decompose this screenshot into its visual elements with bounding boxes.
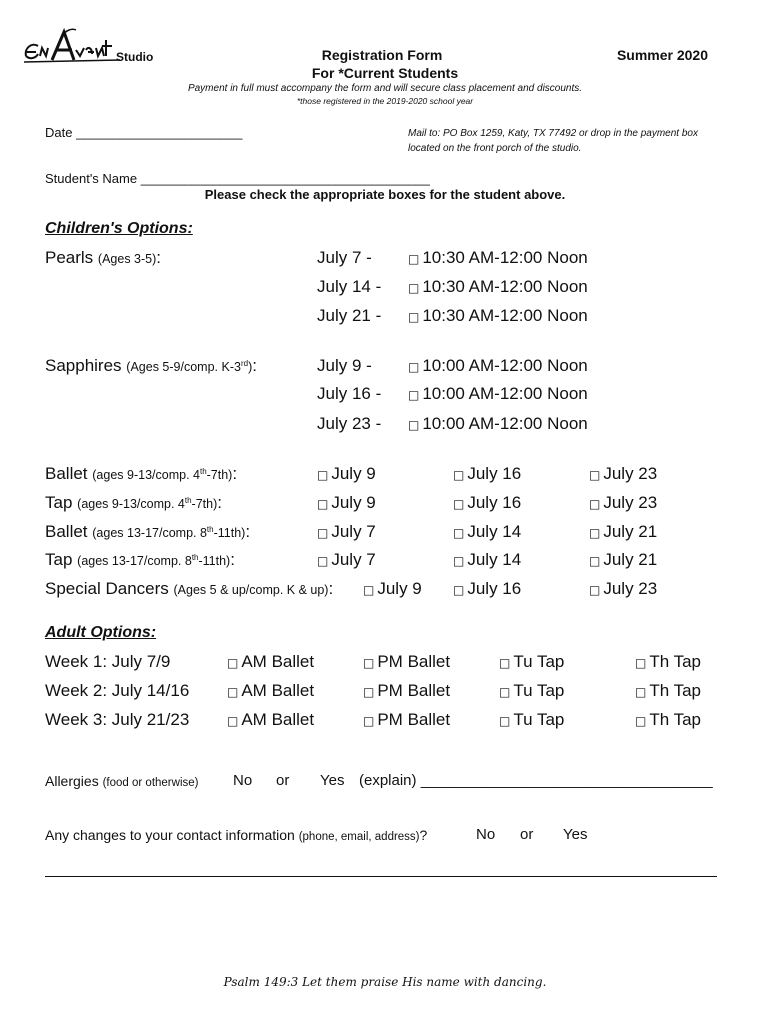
- adult-options-heading: Adult Options:: [45, 624, 157, 641]
- checkbox-icon[interactable]: □: [453, 526, 465, 540]
- instructions: Please check the appropriate boxes for the student above.: [204, 187, 566, 202]
- pearls-date-1: July 7 -: [317, 248, 372, 267]
- contact-changes-or: or: [520, 826, 534, 843]
- special-dancers-option-2[interactable]: □ July 16: [453, 579, 522, 598]
- sapphires-option-1[interactable]: □ 10:00 AM-12:00 Noon: [408, 356, 588, 375]
- week-3-tu-tap[interactable]: □ Tu Tap: [499, 710, 565, 729]
- checkbox-icon[interactable]: □: [227, 685, 239, 699]
- checkbox-icon[interactable]: □: [408, 388, 420, 402]
- ballet-13-17-option-3[interactable]: □ July 21: [589, 522, 658, 541]
- checkbox-icon[interactable]: □: [408, 252, 420, 266]
- week-1-th-tap[interactable]: □ Th Tap: [635, 652, 702, 671]
- contact-changes-no[interactable]: No: [476, 826, 496, 843]
- form-subtitle: For *Current Students: [311, 65, 459, 81]
- contact-changes-label: Any changes to your contact information (phone, email, address)?: [45, 827, 428, 843]
- checkbox-icon[interactable]: □: [635, 656, 647, 670]
- checkbox-icon[interactable]: □: [453, 497, 465, 511]
- week-3-th-tap[interactable]: □ Th Tap: [635, 710, 702, 729]
- tap-9-13-label: Tap (ages 9-13/comp. 4th-7th):: [45, 493, 222, 512]
- checkbox-icon[interactable]: □: [363, 685, 375, 699]
- checkbox-icon[interactable]: □: [453, 554, 465, 568]
- tap-13-17-option-1[interactable]: □ July 7: [317, 550, 376, 569]
- pearls-option-2[interactable]: □ 10:30 AM-12:00 Noon: [408, 277, 588, 296]
- sapphires-label: Sapphires (Ages 5-9/comp. K-3rd):: [45, 356, 257, 375]
- week-2-tu-tap[interactable]: □ Tu Tap: [499, 681, 565, 700]
- checkbox-icon[interactable]: □: [363, 656, 375, 670]
- checkbox-icon[interactable]: □: [408, 360, 420, 374]
- tap-9-13-option-3[interactable]: □ July 23: [589, 493, 658, 512]
- allergies-or: or: [276, 772, 290, 789]
- ballet-13-17-option-2[interactable]: □ July 14: [453, 522, 522, 541]
- checkbox-icon[interactable]: □: [317, 526, 329, 540]
- childrens-options-heading: Children's Options:: [45, 220, 193, 237]
- checkbox-icon[interactable]: □: [635, 685, 647, 699]
- tap-13-17-option-3[interactable]: □ July 21: [589, 550, 658, 569]
- allergies-yes[interactable]: Yes: [320, 772, 345, 789]
- checkbox-icon[interactable]: □: [317, 497, 329, 511]
- special-dancers-label: Special Dancers (Ages 5 & up/comp. K & up):: [45, 579, 334, 598]
- checkbox-icon[interactable]: □: [453, 583, 465, 597]
- sapphires-date-3: July 23 -: [317, 414, 382, 433]
- checkbox-icon[interactable]: □: [589, 583, 601, 597]
- pearls-option-1[interactable]: □ 10:30 AM-12:00 Noon: [408, 248, 588, 267]
- tap-9-13-option-2[interactable]: □ July 16: [453, 493, 522, 512]
- checkbox-icon[interactable]: □: [453, 468, 465, 482]
- pearls-date-2: July 14 -: [317, 277, 382, 296]
- allergies-no[interactable]: No: [233, 772, 253, 789]
- student-name-field[interactable]: Student's Name ________________________________________: [45, 171, 430, 186]
- pearls-label: Pearls (Ages 3-5):: [45, 248, 162, 267]
- current-students-footnote: *those registered in the 2019-2020 school year: [296, 96, 474, 106]
- week-2-pm-ballet[interactable]: □ PM Ballet: [363, 681, 451, 700]
- date-field[interactable]: Date _______________________: [45, 125, 243, 140]
- sapphires-date-2: July 16 -: [317, 384, 382, 403]
- special-dancers-option-1[interactable]: □ July 9: [363, 579, 422, 598]
- week-2-am-ballet[interactable]: □ AM Ballet: [227, 681, 315, 700]
- checkbox-icon[interactable]: □: [499, 656, 511, 670]
- season-label: Summer 2020: [616, 47, 708, 63]
- week-2-label: Week 2: July 14/16: [45, 681, 190, 700]
- checkbox-icon[interactable]: □: [317, 468, 329, 482]
- studio-label: Studio: [116, 50, 154, 64]
- checkbox-icon[interactable]: □: [635, 714, 647, 728]
- mail-to-note: Mail to: PO Box 1259, Katy, TX 77492 or drop in the payment box located on the front porch of the studio.: [408, 128, 698, 154]
- checkbox-icon[interactable]: □: [227, 656, 239, 670]
- checkbox-icon[interactable]: □: [317, 554, 329, 568]
- pearls-option-3[interactable]: □ 10:30 AM-12:00 Noon: [408, 306, 588, 325]
- allergies-label: Allergies (food or otherwise): [45, 773, 199, 789]
- week-3-am-ballet[interactable]: □ AM Ballet: [227, 710, 315, 729]
- checkbox-icon[interactable]: □: [499, 714, 511, 728]
- checkbox-icon[interactable]: □: [363, 714, 375, 728]
- ballet-9-13-label: Ballet (ages 9-13/comp. 4th-7th):: [45, 464, 238, 483]
- week-3-label: Week 3: July 21/23: [45, 710, 190, 729]
- checkbox-icon[interactable]: □: [589, 468, 601, 482]
- week-1-am-ballet[interactable]: □ AM Ballet: [227, 652, 315, 671]
- checkbox-icon[interactable]: □: [589, 554, 601, 568]
- checkbox-icon[interactable]: □: [408, 310, 420, 324]
- week-1-pm-ballet[interactable]: □ PM Ballet: [363, 652, 451, 671]
- ballet-9-13-option-3[interactable]: □ July 23: [589, 464, 658, 483]
- week-1-tu-tap[interactable]: □ Tu Tap: [499, 652, 565, 671]
- week-3-pm-ballet[interactable]: □ PM Ballet: [363, 710, 451, 729]
- allergies-explain-field[interactable]: (explain) ___________________________________: [359, 772, 713, 789]
- tap-13-17-option-2[interactable]: □ July 14: [453, 550, 522, 569]
- contact-changes-line[interactable]: [45, 876, 717, 877]
- ballet-9-13-option-2[interactable]: □ July 16: [453, 464, 522, 483]
- checkbox-icon[interactable]: □: [408, 281, 420, 295]
- ballet-9-13-option-1[interactable]: □ July 9: [317, 464, 376, 483]
- footer-verse: Psalm 149:3 Let them praise His name with dancing.: [223, 975, 547, 989]
- special-dancers-option-3[interactable]: □ July 23: [589, 579, 658, 598]
- sapphires-date-1: July 9 -: [317, 356, 372, 375]
- checkbox-icon[interactable]: □: [363, 583, 375, 597]
- pearls-date-3: July 21 -: [317, 306, 382, 325]
- checkbox-icon[interactable]: □: [227, 714, 239, 728]
- checkbox-icon[interactable]: □: [589, 526, 601, 540]
- week-2-th-tap[interactable]: □ Th Tap: [635, 681, 702, 700]
- tap-13-17-label: Tap (ages 13-17/comp. 8th-11th):: [45, 550, 235, 569]
- payment-note: Payment in full must accompany the form and will secure class placement and discounts.: [187, 83, 583, 94]
- sapphires-option-2[interactable]: □ 10:00 AM-12:00 Noon: [408, 384, 588, 403]
- checkbox-icon[interactable]: □: [408, 418, 420, 432]
- checkbox-icon[interactable]: □: [499, 685, 511, 699]
- ballet-13-17-label: Ballet (ages 13-17/comp. 8th-11th):: [45, 522, 251, 541]
- ballet-13-17-option-1[interactable]: □ July 7: [317, 522, 376, 541]
- contact-changes-yes[interactable]: Yes: [563, 826, 588, 843]
- form-title: Registration Form: [321, 47, 443, 63]
- checkbox-icon[interactable]: □: [589, 497, 601, 511]
- tap-9-13-option-1[interactable]: □ July 9: [317, 493, 376, 512]
- sapphires-option-3[interactable]: □ 10:00 AM-12:00 Noon: [408, 414, 588, 433]
- week-1-label: Week 1: July 7/9: [45, 652, 171, 671]
